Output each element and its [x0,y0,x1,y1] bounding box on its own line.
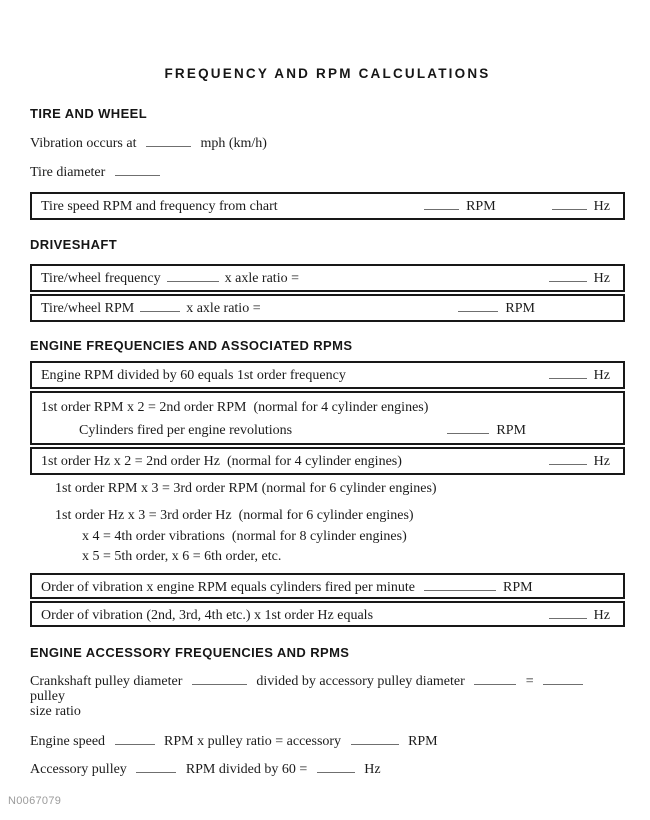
second-order-hz-blank[interactable] [549,453,587,465]
driveshaft-box [30,264,625,322]
accessory-pulley-label: Accessory pulley [30,762,127,777]
crankshaft-pulley-label: Crankshaft pulley diameter [30,674,183,689]
hz-unit-label: Hz [593,368,610,383]
note-third-order-rpm: 1st order RPM x 3 = 3rd order RPM (normal for 6 cylinder engines) [55,481,437,496]
vibration-label-post: mph (km/h) [200,136,267,151]
rpm-unit-label: RPM [466,199,496,214]
engine-speed-line [30,733,625,750]
engine-frequency-box [30,361,625,475]
hz-unit-label: Hz [364,762,381,777]
cylinders-fired-label: Cylinders fired per engine revolutions [79,423,293,438]
note-fifth-sixth-order: x 5 = 5th order, x 6 = 6th order, etc. [82,549,282,564]
order-vibration-rpm-label: Order of vibration x engine RPM equals cylinders fired per minute [41,580,416,595]
accessory-pulley-line [30,761,625,778]
vibration-line [30,135,625,152]
section-heading-driveshaft: DRIVESHAFT [30,237,118,252]
driveshaft-result-rpm-blank[interactable] [458,300,498,312]
size-ratio-label: size ratio [30,704,81,719]
crankshaft-pulley-blank[interactable] [192,673,247,685]
accessory-hz-blank[interactable] [317,761,355,773]
pulley-word: pulley [30,689,65,704]
cylinders-fired-line [41,419,610,442]
first-order-hz-group [549,363,610,388]
pulley-ratio-equation-label: RPM x pulley ratio = accessory [164,734,342,749]
tire-speed-hz-blank[interactable] [552,198,587,210]
driveshaft-frequency-row [30,264,625,292]
doc-number: N0067079 [8,795,62,807]
tire-speed-rpm-blank[interactable] [424,198,459,210]
tire-diameter-blank[interactable] [115,164,160,176]
driveshaft-rpm-blank[interactable] [140,300,180,312]
hz-unit-label: Hz [593,608,610,623]
engine-first-order-row [30,361,625,389]
engine-speed-label: Engine speed [30,734,106,749]
tire-speed-row [30,192,625,220]
engine-first-order-label: Engine RPM divided by 60 equals 1st order frequency [41,368,346,383]
engine-speed-blank[interactable] [115,733,155,745]
second-order-hz-group [549,449,610,474]
tire-speed-box [30,192,625,220]
driveshaft-rpm-row [30,294,625,322]
rpm-unit-label: RPM [496,423,526,438]
driveshaft-rpm-pre: Tire/wheel RPM [41,301,135,316]
driveshaft-result-rpm-group [458,296,535,321]
equals-sign: = [525,674,534,689]
order-of-vibration-box [30,573,625,627]
tire-speed-rpm-group [424,194,496,219]
hz-unit-label: Hz [593,271,610,286]
driveshaft-hz-blank[interactable] [549,270,587,282]
driveshaft-frequency-post: x axle ratio = [224,271,299,286]
first-order-hz-blank[interactable] [549,367,587,379]
cylinders-fired-rpm-group [447,419,526,442]
cylinders-fired-rpm-blank[interactable] [447,422,489,434]
note-fourth-order: x 4 = 4th order vibrations (normal for 8 cylinder engines) [82,529,407,544]
accessory-pulley-rpm-blank[interactable] [136,761,176,773]
rpm-unit-label: RPM [408,734,438,749]
order-vibration-hz-row [30,601,625,627]
driveshaft-hz-group [549,266,610,291]
accessory-rpm-blank[interactable] [351,733,399,745]
tire-diameter-line [30,164,625,181]
second-order-hz-row [30,447,625,475]
divided-by-60-label: RPM divided by 60 = [185,762,308,777]
second-order-hz-label: 1st order Hz x 2 = 2nd order Hz (normal for 4 cylinder engines) [41,454,402,469]
section-heading-engine-accessory: ENGINE ACCESSORY FREQUENCIES AND RPMS [30,645,350,660]
second-order-rpm-row [30,391,625,445]
order-vibration-rpm-blank[interactable] [424,579,496,591]
order-vibration-hz-label: Order of vibration (2nd, 3rd, 4th etc.) x 1st order Hz equals [41,608,374,623]
driveshaft-frequency-blank[interactable] [167,270,219,282]
page-title: FREQUENCY AND RPM CALCULATIONS [164,66,491,81]
note-third-order-hz: 1st order Hz x 3 = 3rd order Hz (normal for 6 cylinder engines) [55,508,414,523]
rpm-unit-label: RPM [503,580,533,595]
hz-unit-label: Hz [593,199,610,214]
order-vibration-rpm-group [424,575,533,600]
driveshaft-frequency-pre: Tire/wheel frequency [41,271,161,286]
tire-speed-hz-group [552,194,610,219]
pulley-ratio-blank[interactable] [543,673,583,685]
rpm-unit-label: RPM [505,301,535,316]
tire-diameter-label: Tire diameter [30,165,106,180]
pulley-ratio-line [30,673,625,719]
vibration-label-pre: Vibration occurs at [30,136,137,151]
driveshaft-rpm-post: x axle ratio = [186,301,261,316]
section-heading-engine-frequencies: ENGINE FREQUENCIES AND ASSOCIATED RPMS [30,338,353,353]
accessory-pulley-diameter-blank[interactable] [474,673,516,685]
accessory-pulley-diameter-label: divided by accessory pulley diameter [256,674,465,689]
second-order-rpm-label: 1st order RPM x 2 = 2nd order RPM (normal for 4 cylinder engines) [41,400,429,415]
order-vibration-hz-blank[interactable] [549,607,587,619]
order-vibration-rpm-row [30,573,625,599]
order-vibration-hz-group [549,603,610,628]
vibration-mph-blank[interactable] [146,135,191,147]
section-heading-tire-and-wheel: TIRE AND WHEEL [30,106,148,121]
tire-speed-label: Tire speed RPM and frequency from chart [41,199,278,214]
hz-unit-label: Hz [593,454,610,469]
